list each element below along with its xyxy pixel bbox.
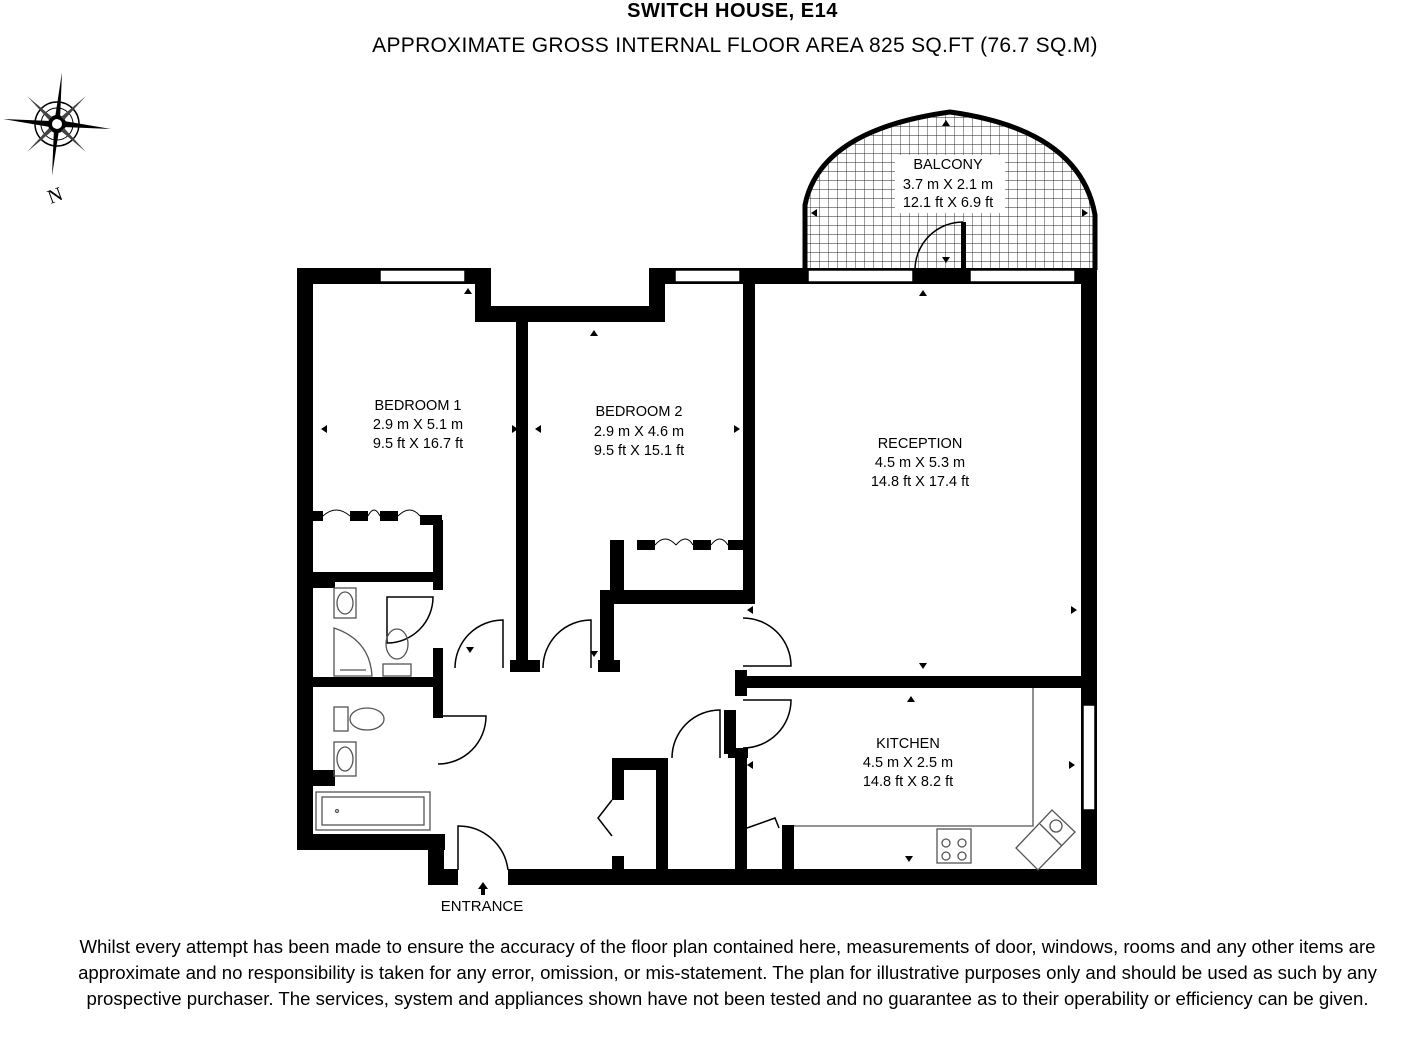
balcony-imperial: 12.1 ft X 6.9 ft <box>902 195 994 211</box>
bedroom1-name: BEDROOM 1 <box>374 398 462 414</box>
bedroom1-metric: 2.9 m X 5.1 m <box>372 417 464 433</box>
bedroom1-imperial: 9.5 ft X 16.7 ft <box>372 436 464 452</box>
bedroom2-imperial: 9.5 ft X 15.1 ft <box>593 443 685 459</box>
sink-icon <box>1016 810 1075 870</box>
room-label-reception <box>871 436 969 490</box>
compass-rose-icon <box>3 72 111 209</box>
entrance-arrow-icon <box>478 882 488 895</box>
plan-title: SWITCH HOUSE, E14 <box>627 0 838 22</box>
reception-name: RECEPTION <box>877 436 963 452</box>
shower-icon <box>334 628 372 676</box>
kitchen-name: KITCHEN <box>876 736 940 752</box>
kitchen-imperial: 14.8 ft X 8.2 ft <box>862 774 954 790</box>
bedroom2-metric: 2.9 m X 4.6 m <box>593 424 685 440</box>
balcony-name: BALCONY <box>913 157 983 173</box>
toilet-icon <box>386 629 408 659</box>
bedroom2-name: BEDROOM 2 <box>595 404 683 420</box>
plan-subtitle: APPROXIMATE GROSS INTERNAL FLOOR AREA 825 SQ.FT (76.7 SQ.M) <box>372 34 1098 57</box>
compass-north-label: N <box>44 183 66 209</box>
bathroom-fixtures <box>316 588 430 830</box>
room-label-balcony <box>903 157 993 211</box>
toilet-icon <box>334 707 348 731</box>
kitchen-metric: 4.5 m X 2.5 m <box>862 755 954 771</box>
disclaimer-text: Whilst every attempt has been made to ensure the accuracy of the floor plan contained here, measurements of door, windows, rooms and any other items are approximate and no responsibility is taken for any error, omission, or mis-statement. The plan for illustrative purposes only and should be used as such by any prospective purchaser. The services, system and appliances shown have not been tested and no guarantee as to their operability or efficiency can be given. <box>78 936 1377 1009</box>
room-label-bedroom1 <box>373 398 463 452</box>
room-label-bedroom2 <box>594 404 684 459</box>
room-label-kitchen <box>863 736 953 790</box>
bath-icon <box>316 792 430 830</box>
reception-metric: 4.5 m X 5.3 m <box>874 455 966 471</box>
reception-imperial: 14.8 ft X 17.4 ft <box>870 474 970 490</box>
balcony-metric: 3.7 m X 2.1 m <box>902 177 994 193</box>
entrance-label: ENTRANCE <box>440 898 524 915</box>
